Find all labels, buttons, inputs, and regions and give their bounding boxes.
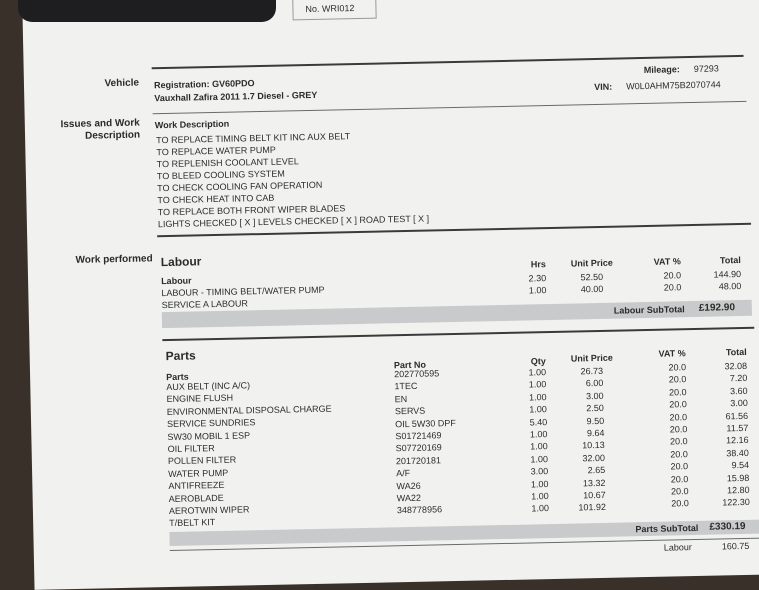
parts-col-vat: VAT % bbox=[658, 348, 686, 359]
part-qty: 1.00 bbox=[529, 391, 547, 403]
part-qty: 5.40 bbox=[529, 416, 548, 428]
part-qty: 1.00 bbox=[529, 404, 548, 415]
parts-subtotal-value: £330.19 bbox=[709, 520, 746, 533]
part-vat: 20.0 bbox=[669, 436, 688, 447]
part-vat: 20.0 bbox=[669, 411, 688, 423]
part-total: 122.30 bbox=[722, 497, 750, 508]
part-name: POLLEN FILTER bbox=[167, 455, 237, 467]
work-line: TO REPLACE BOTH FRONT WIPER BLADES bbox=[157, 203, 346, 218]
part-unit-price: 10.13 bbox=[582, 440, 605, 451]
part-vat: 20.0 bbox=[671, 486, 689, 497]
labour-item: SERVICE A LABOUR bbox=[161, 298, 249, 311]
part-number: S07720169 bbox=[395, 442, 442, 454]
part-unit-price: 3.00 bbox=[585, 390, 604, 402]
part-unit-price: 6.00 bbox=[585, 378, 604, 389]
work-line: TO BLEED COOLING SYSTEM bbox=[156, 168, 285, 182]
labour-total: 48.00 bbox=[718, 281, 742, 292]
labour-subtotal-label: Labour SubTotal bbox=[613, 304, 685, 316]
invoice-number: No. WRI012 bbox=[305, 3, 355, 15]
issues-label-1: Issues and Work bbox=[60, 117, 140, 131]
work-performed-label: Work performed bbox=[75, 253, 153, 266]
part-vat: 20.0 bbox=[668, 374, 687, 385]
labour-hrs: 1.00 bbox=[528, 285, 547, 296]
part-qty: 1.00 bbox=[530, 453, 549, 465]
mileage-label: Mileage: bbox=[643, 64, 680, 75]
part-unit-price: 9.64 bbox=[586, 427, 605, 439]
part-unit-price: 9.50 bbox=[586, 415, 605, 426]
part-vat: 20.0 bbox=[670, 461, 689, 472]
parts-col-name: Parts bbox=[166, 371, 189, 383]
labour-col-vat: VAT % bbox=[653, 256, 681, 267]
part-total: 32.08 bbox=[724, 360, 748, 372]
work-description-list bbox=[156, 129, 429, 231]
part-qty: 1.00 bbox=[530, 478, 549, 490]
part-total: 3.00 bbox=[730, 398, 748, 409]
part-name: AEROTWIN WIPER bbox=[168, 504, 250, 517]
parts-col-unit: Unit Price bbox=[570, 352, 613, 364]
part-number: WA22 bbox=[396, 492, 422, 504]
part-number: 201720181 bbox=[395, 455, 442, 467]
labour-hrs: 2.30 bbox=[528, 273, 547, 284]
work-divider bbox=[153, 101, 747, 114]
part-number: S01721469 bbox=[395, 430, 442, 442]
labour-col-hrs: Hrs bbox=[530, 259, 546, 270]
part-unit-price: 10.67 bbox=[583, 489, 606, 501]
part-qty: 1.00 bbox=[528, 367, 547, 378]
vehicle-label: Vehicle bbox=[104, 77, 140, 90]
part-number: OIL 5W30 DPF bbox=[395, 417, 456, 429]
part-vat: 20.0 bbox=[671, 498, 690, 509]
labour-col-unit: Unit Price bbox=[570, 257, 613, 269]
part-total: 3.60 bbox=[729, 385, 748, 397]
vin-value: W0L0AHM75B2070744 bbox=[626, 79, 721, 92]
work-line: TO REPLACE TIMING BELT KIT INC AUX BELT bbox=[156, 131, 351, 146]
work-description-title: Work Description bbox=[154, 118, 230, 131]
part-vat: 20.0 bbox=[669, 424, 688, 435]
part-qty: 1.00 bbox=[531, 503, 550, 514]
part-qty: 1.00 bbox=[530, 441, 548, 452]
part-name: OIL FILTER bbox=[167, 443, 215, 455]
work-line: TO REPLACE WATER PUMP bbox=[156, 144, 276, 158]
labour-subtotal-value: £192.90 bbox=[698, 302, 736, 314]
part-name: T/BELT KIT bbox=[169, 517, 216, 529]
labour-col-name: Labour bbox=[161, 275, 192, 287]
vehicle-model: Vauxhall Zafira 2011 1.7 Diesel - GREY bbox=[154, 89, 318, 104]
part-qty: 3.00 bbox=[530, 466, 549, 477]
part-name: SW30 MOBIL 1 ESP bbox=[167, 429, 251, 442]
part-unit-price: 26.73 bbox=[580, 365, 604, 377]
part-number: A/F bbox=[396, 468, 411, 479]
invoice-paper bbox=[22, 0, 759, 590]
part-vat: 20.0 bbox=[668, 362, 687, 373]
work-line: TO CHECK HEAT INTO CAB bbox=[157, 192, 275, 206]
part-number: WA26 bbox=[396, 480, 421, 491]
part-number: 348778956 bbox=[396, 504, 443, 516]
part-name: ANTIFREEZE bbox=[168, 480, 225, 492]
parts-col-qty: Qty bbox=[530, 356, 546, 367]
part-vat: 20.0 bbox=[670, 473, 689, 485]
part-unit-price: 32.00 bbox=[582, 452, 606, 464]
part-name: WATER PUMP bbox=[168, 467, 229, 479]
labour-heading: Labour bbox=[160, 254, 202, 270]
part-number: 1TEC bbox=[394, 381, 418, 392]
part-name: AEROBLADE bbox=[168, 492, 224, 504]
part-vat: 20.0 bbox=[670, 448, 688, 460]
parts-divider bbox=[162, 327, 754, 341]
part-total: 38.40 bbox=[726, 447, 749, 459]
work-line: TO CHECK COOLING FAN OPERATION bbox=[157, 179, 323, 194]
part-total: 12.80 bbox=[726, 484, 750, 496]
parts-col-total: Total bbox=[725, 346, 747, 358]
mileage-value: 97293 bbox=[693, 63, 719, 74]
part-unit-price: 101.92 bbox=[578, 502, 607, 513]
labour-unit: 52.50 bbox=[580, 271, 604, 283]
part-unit-price: 2.50 bbox=[586, 403, 604, 414]
summary-labour-value: 160.75 bbox=[721, 540, 750, 552]
parts-table bbox=[166, 346, 754, 535]
part-total: 12.16 bbox=[725, 435, 749, 446]
part-total: 11.57 bbox=[726, 422, 749, 434]
labour-unit: 40.00 bbox=[580, 283, 604, 295]
part-number: EN bbox=[394, 393, 408, 405]
issues-label-2: Description bbox=[84, 129, 141, 142]
labour-col-total: Total bbox=[719, 255, 741, 266]
summary-labour-label: Labour bbox=[663, 542, 692, 553]
part-total: 9.54 bbox=[731, 460, 750, 471]
parts-col-partno: Part No bbox=[393, 359, 427, 371]
part-total: 15.98 bbox=[726, 472, 750, 483]
part-qty: 1.00 bbox=[529, 429, 548, 440]
labour-vat: 20.0 bbox=[663, 270, 682, 281]
part-qty: 1.00 bbox=[528, 379, 547, 390]
part-vat: 20.0 bbox=[669, 399, 687, 410]
part-qty: 1.00 bbox=[531, 491, 549, 502]
part-unit-price: 13.32 bbox=[582, 477, 606, 488]
work-line: TO REPLENISH COOLANT LEVEL bbox=[156, 156, 299, 170]
part-name: ENVIRONMENTAL DISPOSAL CHARGE bbox=[166, 403, 332, 417]
phone-edge bbox=[18, 0, 276, 22]
registration: Registration: GV60PDO bbox=[153, 78, 255, 91]
labour-vat: 20.0 bbox=[663, 282, 682, 293]
part-vat: 20.0 bbox=[668, 386, 687, 398]
part-number: SERVS bbox=[394, 405, 426, 417]
work-line: LIGHTS CHECKED [ X ] LEVELS CHECKED [ X ] ROAD TEST [ X ] bbox=[157, 213, 430, 230]
part-number: 202770595 bbox=[394, 368, 440, 380]
parts-heading: Parts bbox=[165, 348, 196, 364]
part-name: SERVICE SUNDRIES bbox=[167, 417, 256, 430]
vin-label: VIN: bbox=[594, 81, 613, 93]
part-name: AUX BELT (INC A/C) bbox=[166, 380, 251, 393]
labour-item: LABOUR - TIMING BELT/WATER PUMP bbox=[161, 284, 325, 299]
parts-subtotal-label: Parts SubTotal bbox=[635, 522, 699, 535]
part-unit-price: 2.65 bbox=[587, 465, 606, 476]
part-total: 7.20 bbox=[729, 373, 748, 384]
labour-total: 144.90 bbox=[713, 269, 742, 280]
part-total: 61.56 bbox=[725, 410, 749, 421]
part-name: ENGINE FLUSH bbox=[166, 393, 234, 405]
